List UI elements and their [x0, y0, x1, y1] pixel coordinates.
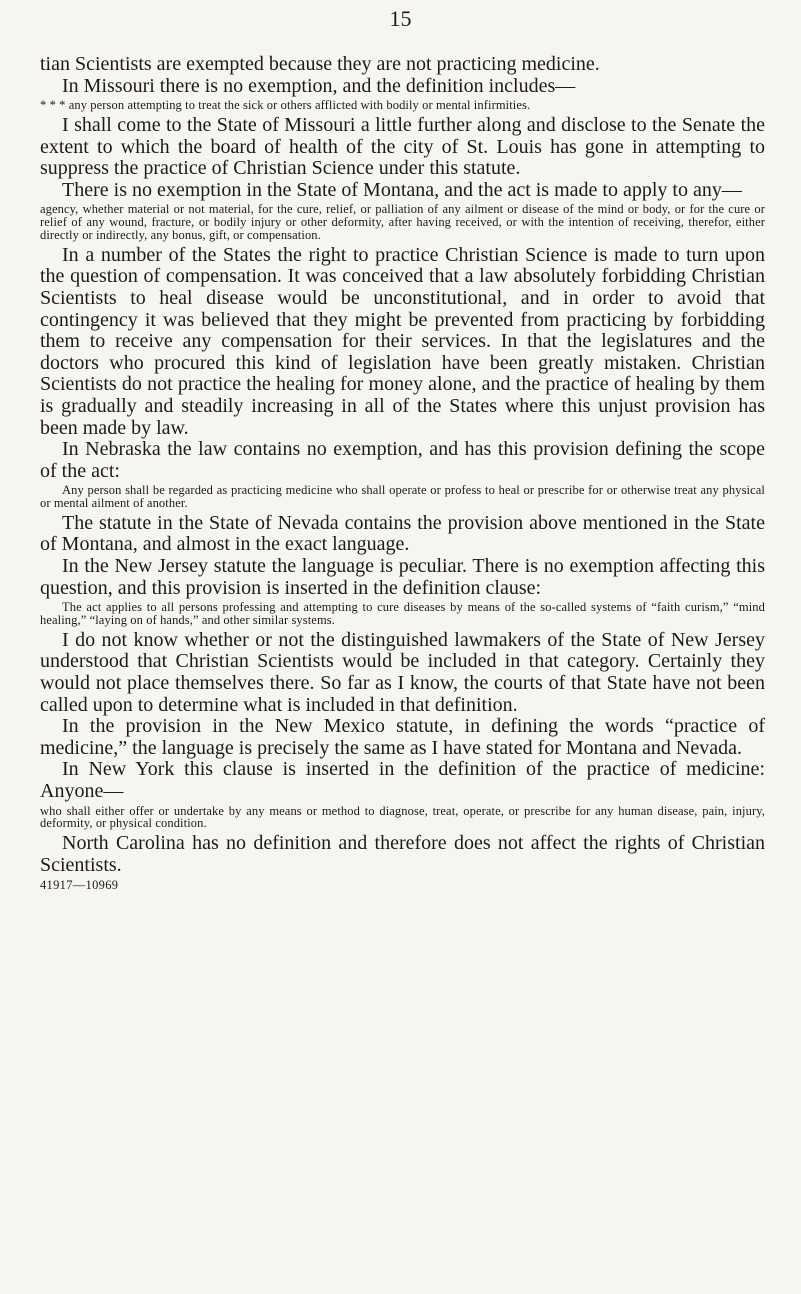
text-column [40, 54, 765, 892]
quote-new-york-definition: who shall either offer or undertake by any means or method to diagnose, treat, operate, or prescribe for any human disease, pain, injury, deformity, or physical condition. [40, 803, 765, 831]
paragraph-missouri-discussion: I shall come to the State of Missouri a little further along and disclose to the Senate the extent to which the board of health of the city of St. Louis has gone in attempting to suppress the practice of Christian Science under this statute. [40, 113, 765, 180]
paragraph-new-jersey-discussion: I do not know whether or not the distinguished lawmakers of the State of New Jersey understood that Christian Scientists would be included in that category. Certainly they would not place themselves there. So far as I know, the courts of that State have not been called upon to determine what is included in that definition. [40, 628, 765, 716]
paragraph-nebraska-intro: In Nebraska the law contains no exemption, and has this provision defining the scope of the act: [40, 438, 765, 482]
paragraph-new-jersey-intro: In the New Jersey statute the language is peculiar. There is no exemption affecting this question, and this provision is inserted in the definition clause: [40, 555, 765, 599]
paragraph-missouri-intro: In Missouri there is no exemption, and the definition includes— [62, 74, 576, 97]
quote-montana-definition: agency, whether material or not material, for the cure, relief, or palliation of any ailment or disease of the mind or body, or for the cure or relief of any wound, fracture, or bodily injury or other deformity, after having received, or with the intention of receiving, therefor, either directly or indirectly, any bonus, gift, or compensation. [40, 202, 765, 242]
page-number: 15 [389, 6, 412, 31]
quote-new-jersey-definition: The act applies to all persons professing and attempting to cure diseases by means of the so-called systems of “faith curism,” “mind healing,” “laying on of hands,” and other similar systems. [40, 600, 765, 628]
paragraph-north-carolina: North Carolina has no definition and therefore does not affect the rights of Christian Scientists. [40, 832, 765, 876]
paragraph-nevada: The statute in the State of Nevada contains the provision above mentioned in the State of Montana, and almost in the exact language. [40, 511, 765, 556]
paragraph-new-york-intro: In New York this clause is inserted in the definition of the practice of medicine: Anyone— [40, 758, 765, 802]
paragraph-montana-intro: There is no exemption in the State of Montana, and the act is made to apply to any— [62, 178, 742, 201]
paragraph-new-mexico: In the provision in the New Mexico statute, in defining the words “practice of medicine,” the language is precisely the same as I have stated for Montana and Nevada. [40, 715, 765, 759]
quote-nebraska-definition: Any person shall be regarded as practicing medicine who shall operate or profess to heal or prescribe for or otherwise treat any physical or mental ailment of another. [40, 483, 765, 511]
quote-missouri-definition: * * * any person attempting to treat the sick or others afflicted with bodily or mental infirmities. [40, 98, 531, 113]
paragraph-continuation: tian Scientists are exempted because they are not practicing medicine. [40, 53, 600, 75]
paragraph-compensation: In a number of the States the right to practice Christian Science is made to turn upon the question of compensation. It was conceived that a law absolutely forbidding Christian Scientists to heal disease would be unconstitutional, and in order to avoid that contingency it was believed that they might be prevented from practicing by forbidding them to receive any compensation for their services. In that the legislatures and the doctors who procured this kind of legislation have been greatly mistaken. Christian Scientists do not practice the healing for money alone, and the practice of healing by them is gradually and steadily increasing in all of the States where this unjust provision has been made by law. [40, 243, 765, 439]
print-code-footer: 41917—10969 [40, 878, 119, 893]
